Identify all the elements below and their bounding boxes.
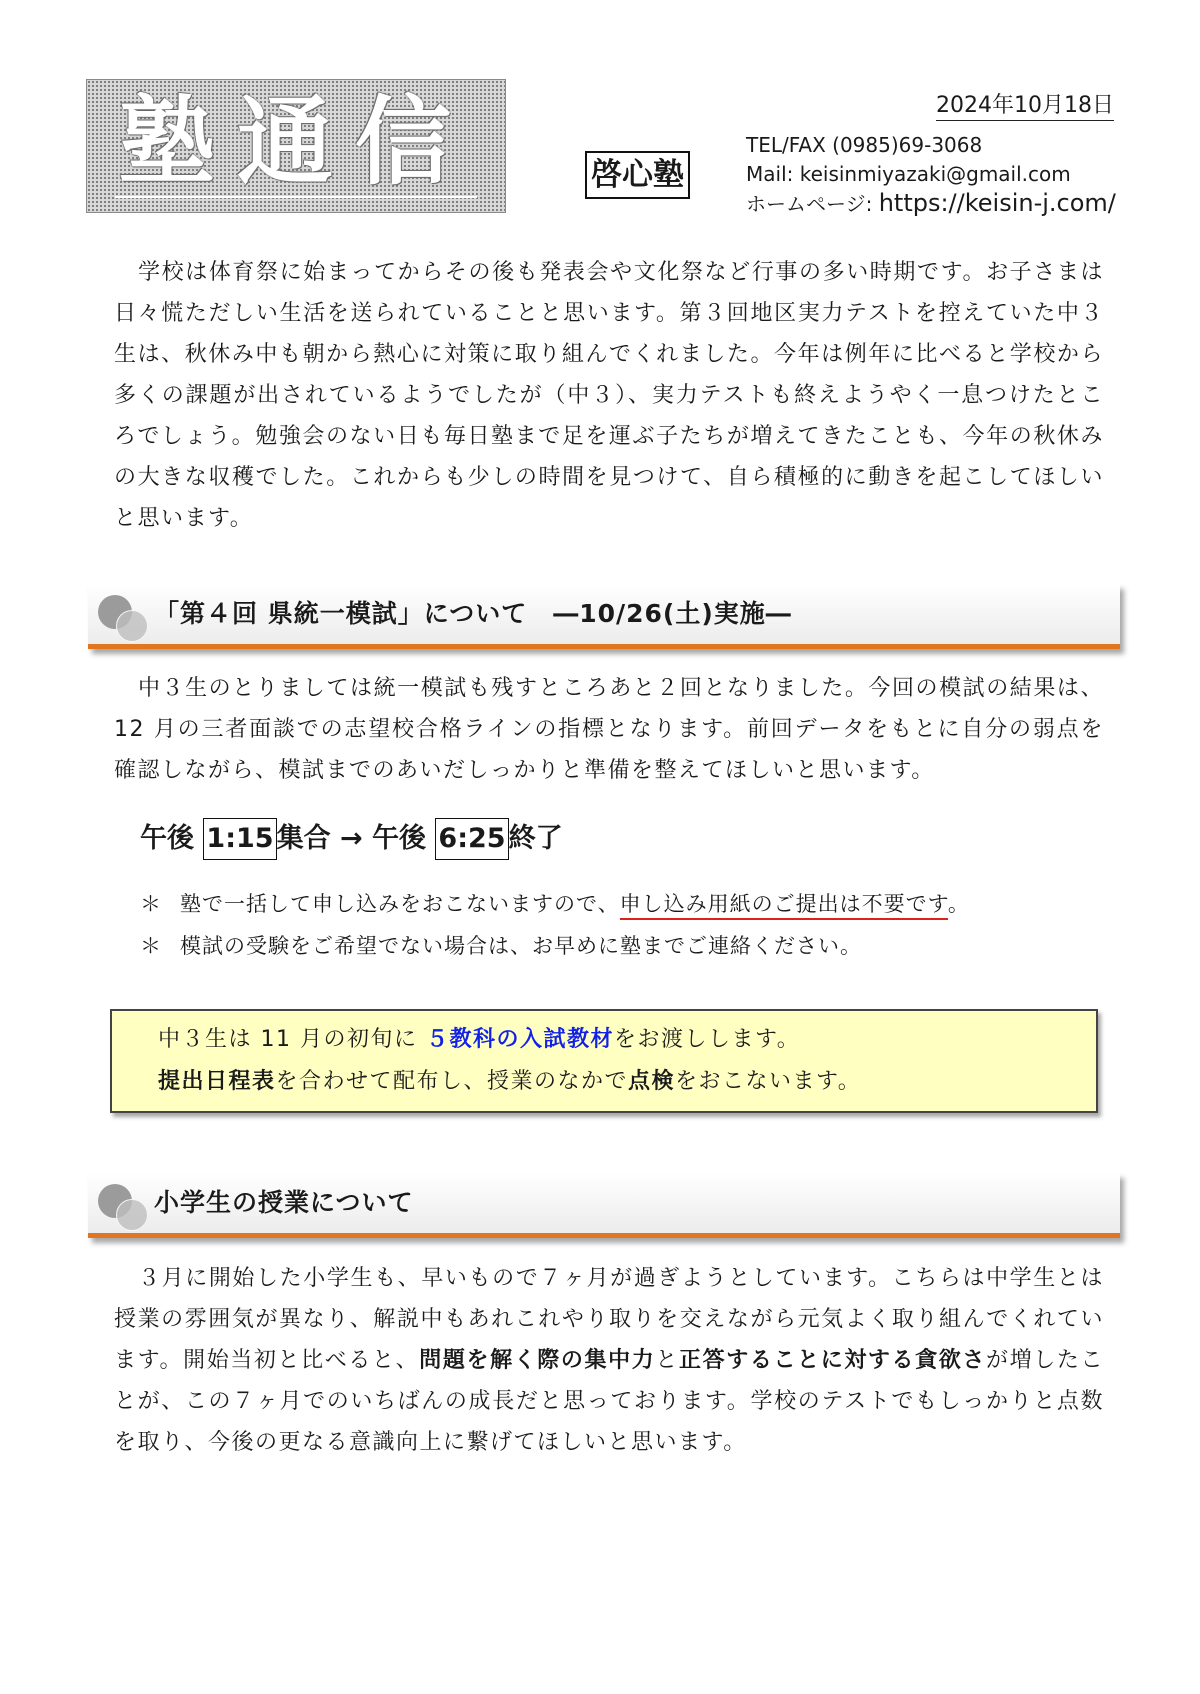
newsletter-title: 塾通信: [119, 86, 473, 198]
note-tail: 。: [947, 892, 970, 916]
asterisk-icon: ＊: [140, 892, 162, 916]
schedule-end-prefix: 午後: [372, 823, 436, 854]
elementary-paragraph: [114, 1258, 1104, 1463]
note-highlight: 申し込み用紙のご提出は不要です: [620, 892, 948, 920]
circle-bullet-icon: [116, 610, 148, 642]
schedule-end-suffix: 終了: [508, 823, 563, 854]
contact-homepage: [746, 189, 1116, 219]
notice-text: を合わせて配布し、授業のなかで: [275, 1069, 629, 1094]
note-text: 模試の受験をご希望でない場合は、お早めに塾までご連絡ください。: [180, 934, 862, 958]
schedule-start-suffix: 集合: [276, 823, 331, 854]
para-bold-text: 正答することに対する貪欲さ: [679, 1348, 987, 1373]
circle-bullet-icon: [116, 1199, 148, 1231]
section-header-elementary: [88, 1173, 1120, 1238]
para-text: が増したことが、この７ヶ月でのいちばんの成長だと思っております。学校のテストでもしっかりと点数を取り、今後の更なる意識向上に繋げてほしいと思います。: [114, 1348, 1104, 1455]
notice-blue-text: ５教科の入試教材: [425, 1027, 614, 1052]
notice-line-1: [158, 1025, 800, 1055]
newsletter-title-banner: [86, 79, 506, 213]
materials-notice-box: [110, 1009, 1098, 1113]
notice-text: をおこないます。: [675, 1069, 862, 1094]
notice-bold-text: 点検: [628, 1069, 676, 1094]
exam-schedule: [140, 817, 563, 861]
arrow-icon: →: [330, 823, 373, 854]
contact-mail: Mail: keisinmiyazaki@gmail.com: [746, 162, 1071, 186]
title-underline: [115, 196, 477, 198]
para-text: と: [655, 1348, 680, 1373]
mock-exam-paragraph: 中３生のとりましては統一模試も残すところあと２回となりました。今回の模試の結果は、12 月の三者面談での志望校合格ラインの指標となります。前回データをもとに自分の弱点を確認しながら、模試までのあいだしっかりと準備を整えてほしいと思います。: [114, 676, 1104, 783]
intro-paragraph: 学校は体育祭に始まってからその後も発表会や文化祭など行事の多い時期です。お子さまは日々慌ただしい生活を送られていることと思います。第３回地区実力テストを控えていた中３生は、秋休み中も朝から熱心に対策に取り組んでくれました。今年は例年に比べると学校から多くの課題が出されているようでしたが（中３）、実力テストも終えようやく一息つけたところでしょう。勉強会のない日も毎日塾まで足を運ぶ子たちが増えてきたことも、今年の秋休みの大きな収穫でした。これからも少しの時間を見つけて、自ら積極的に動きを起こしてほしいと思います。: [114, 260, 1104, 531]
note-item: [140, 928, 862, 964]
notice-line-2: [158, 1067, 861, 1097]
schedule-start-prefix: 午後: [140, 823, 204, 854]
homepage-link[interactable]: https://keisin-j.com/: [878, 189, 1116, 217]
notice-bold-text: 提出日程表: [158, 1069, 276, 1094]
section-header-mock-exam: [88, 584, 1120, 649]
school-name: 啓心塾: [585, 151, 690, 199]
section-title: 「第４回 県統一模試」について ―10/26(土)実施―: [154, 599, 792, 628]
para-bold-text: 問題を解く際の集中力: [419, 1348, 656, 1373]
end-time: 6:25: [435, 818, 508, 860]
notice-text: 中３生は 11 月の初旬に: [158, 1027, 426, 1052]
contact-tel: TEL/FAX (0985)69-3068: [746, 133, 983, 157]
asterisk-icon: ＊: [140, 934, 162, 958]
contact-info: [746, 131, 1116, 219]
para-text: ３月に開始した小学生も、早いもので７ヶ月が過ぎようとしています。こちらは中学生とは授業の雰囲気が異なり、解説中もあれこれやり取りを交えながら元気よく取り組んでくれています。開始当初と比べると、: [114, 1266, 1104, 1373]
start-time: 1:15: [203, 818, 276, 860]
issue-date: 2024年10月18日: [936, 93, 1114, 121]
note-item: [140, 886, 970, 922]
notice-text: をお渡しします。: [614, 1027, 801, 1052]
note-text: 塾で一括して申し込みをおこないますので、: [180, 892, 620, 916]
homepage-label: ホームページ:: [746, 192, 879, 216]
section-title: 小学生の授業について: [154, 1188, 414, 1217]
